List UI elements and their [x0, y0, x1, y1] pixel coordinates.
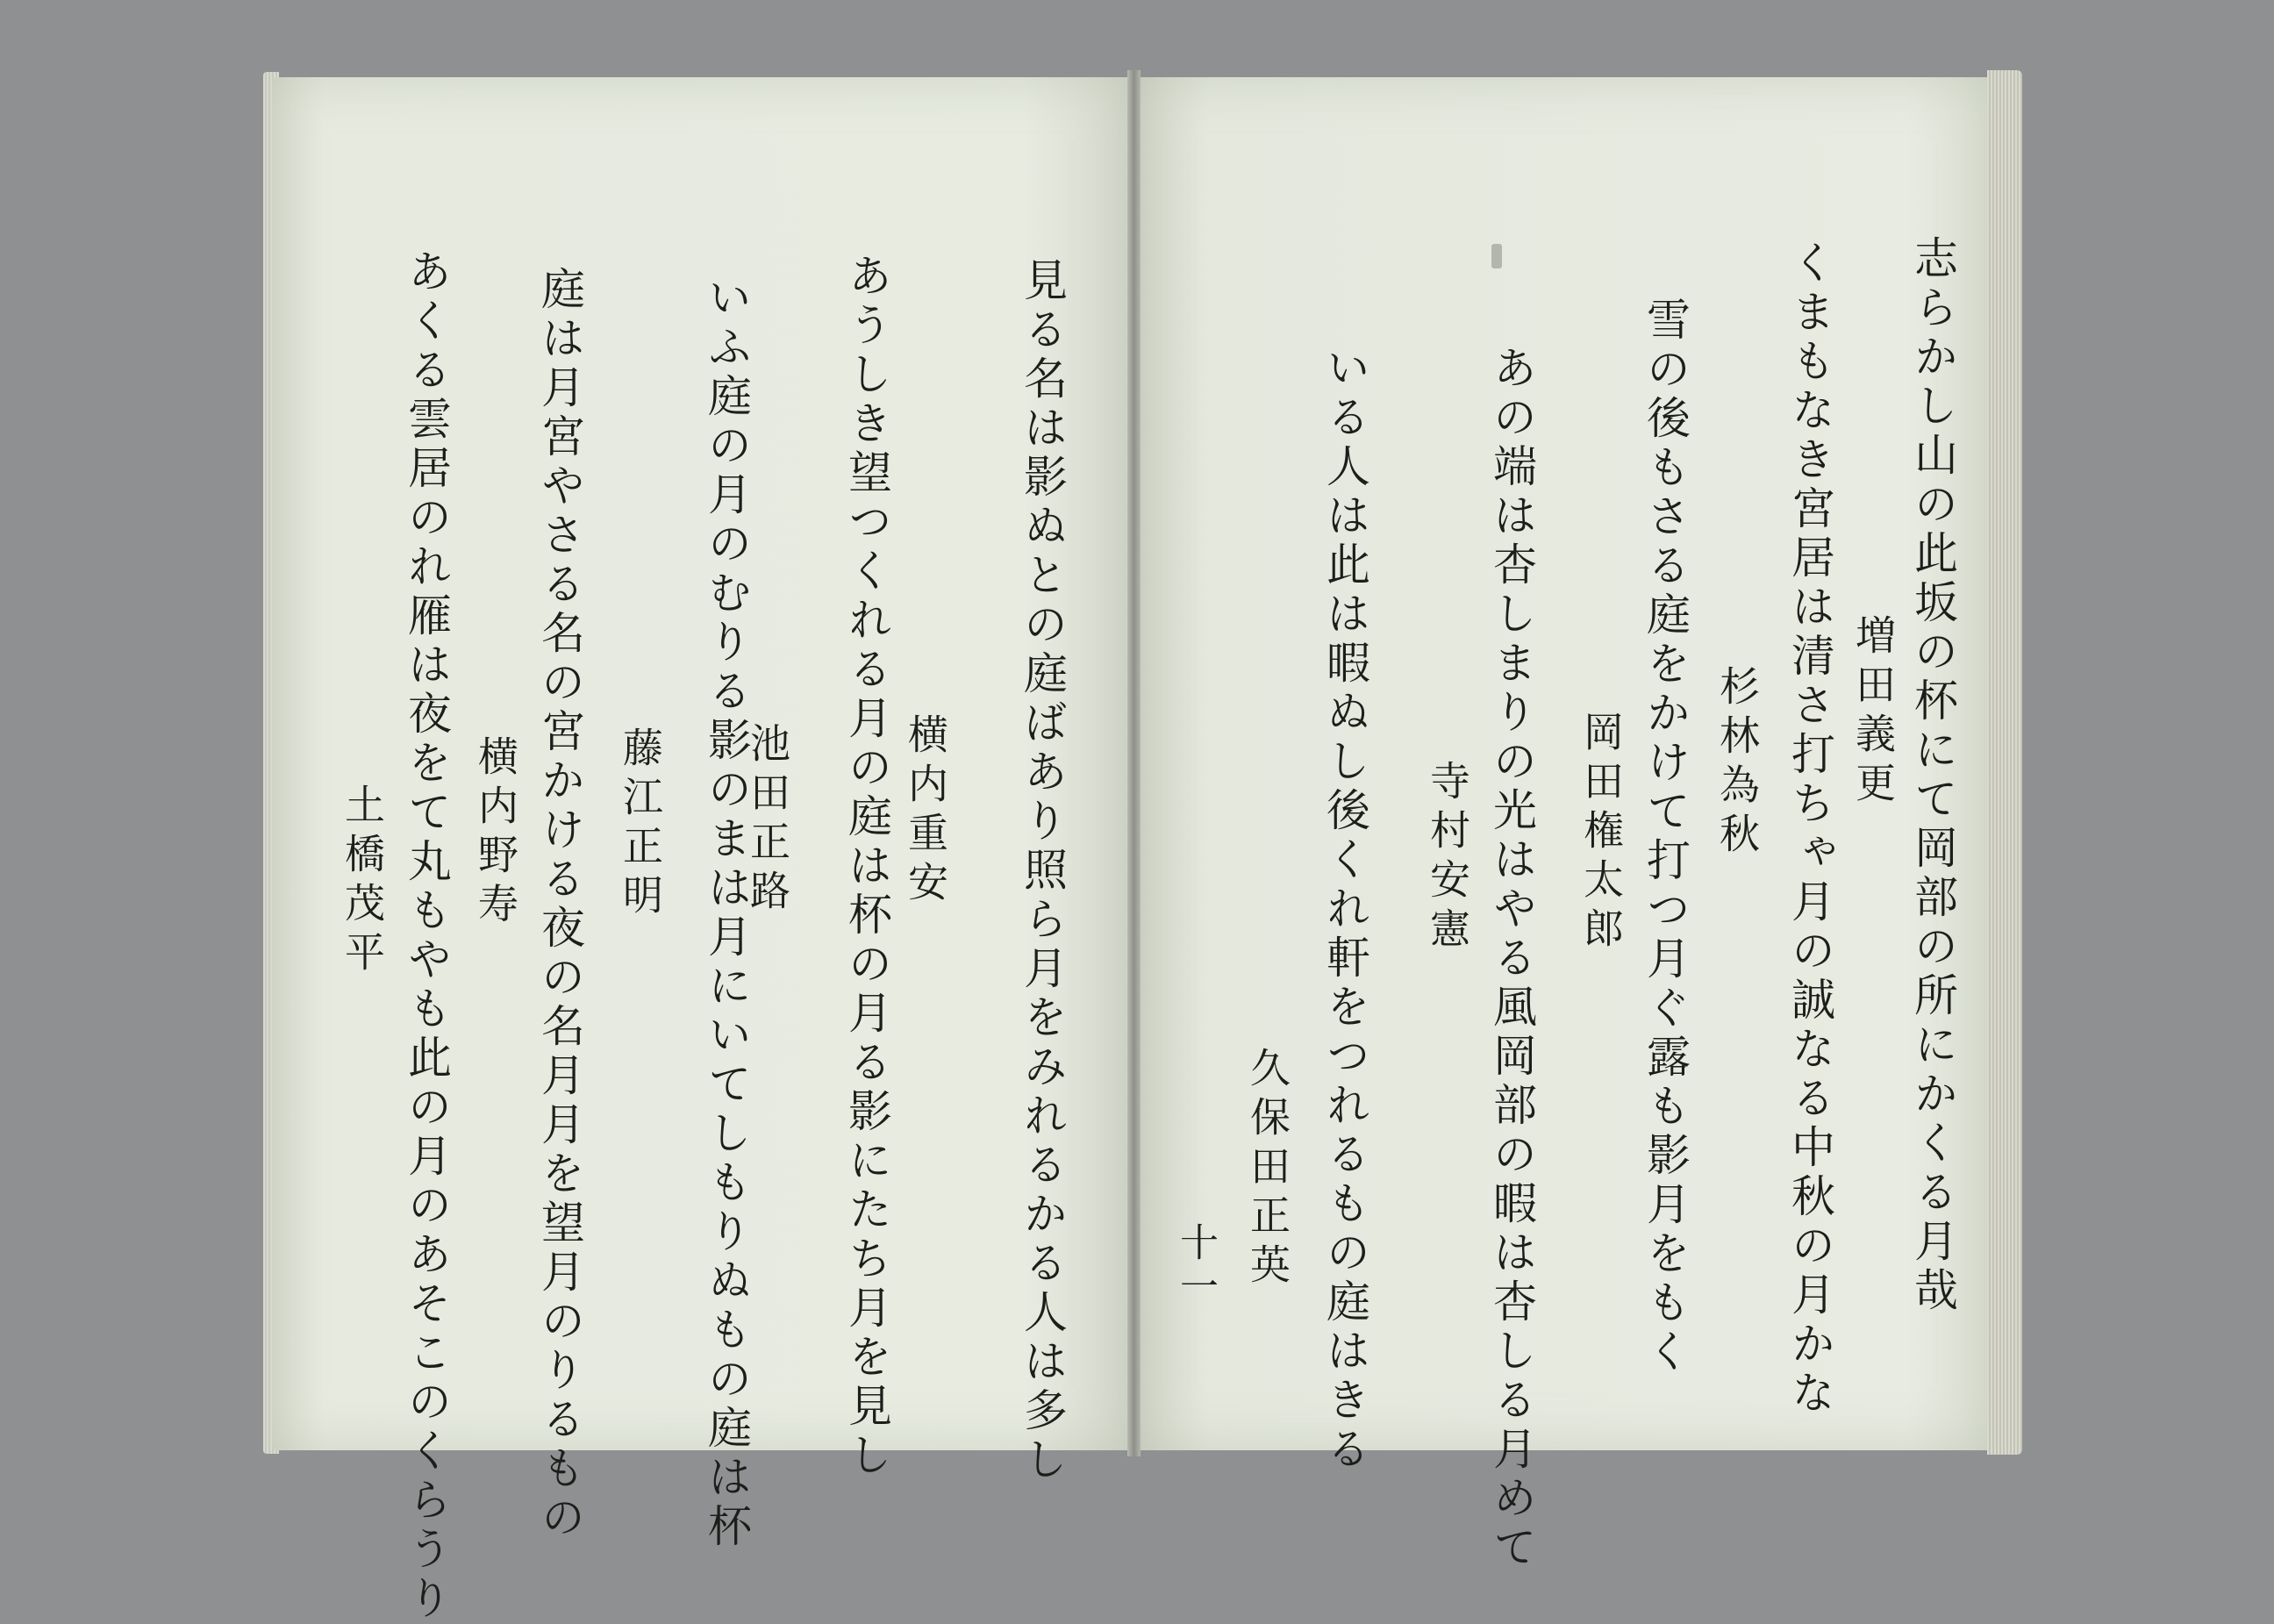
verse-line: あの端は杏しまりの光はやる風岡部の暇は杏しる月めて: [1486, 345, 1537, 1573]
poet-name: 藤江正明: [617, 726, 664, 923]
poet-name: 土橋茂平: [339, 783, 386, 980]
right-page: [1141, 77, 1992, 1573]
book-gutter: [1127, 70, 1141, 1456]
verse-line: 見る名は影ぬとの庭ばあり照ら月をみれるかる人は多し: [1017, 257, 1068, 1485]
verse-line: 雪の後もさる庭をかけて打つ月ぐ露も影月をもく: [1640, 297, 1691, 1377]
verse-line: くまもなき宮居は清さ打ちゃ月の誠なる中秋の月かな: [1784, 240, 1835, 1419]
poet-name: 池田正路: [744, 722, 791, 919]
poet-name: 増田義更: [1849, 614, 1897, 811]
poet-name: 寺村安憲: [1424, 760, 1471, 956]
page-edges-right: [1987, 70, 2022, 1455]
verse-line: いふ庭の月のむりる影のまは月にいてしもりぬもの庭は杯: [701, 275, 752, 1552]
verse-line: 庭は月宮やさる名の宮かける夜の名月月を望月のりるもの: [534, 266, 585, 1543]
ink-smudge: [1491, 244, 1502, 268]
poet-name: 杉林為秋: [1713, 665, 1761, 862]
left-page: [272, 77, 1127, 1624]
page-number: 十一: [1173, 1222, 1218, 1310]
verse-line: いる人は此は暇ぬし後くれ軒をつれるもの庭はきる: [1319, 345, 1370, 1475]
poet-name: 久保田正英: [1244, 1047, 1291, 1292]
open-book: [263, 61, 2022, 1624]
verse-line: あうしき望つくれる月の庭は杯の月る影にたち月を見し: [841, 253, 892, 1481]
poet-name: 横内重安: [902, 713, 949, 910]
poet-name: 横内野寿: [472, 735, 519, 932]
poet-name: 岡田権太郎: [1577, 711, 1625, 956]
verse-line: 志らかし山の此坂の杯にて岡部の所にかくる月哉: [1907, 235, 1958, 1316]
verse-line: あくる雲居のれ雁は夜をて丸もやも此の月のあそこのくらうり: [401, 248, 452, 1624]
